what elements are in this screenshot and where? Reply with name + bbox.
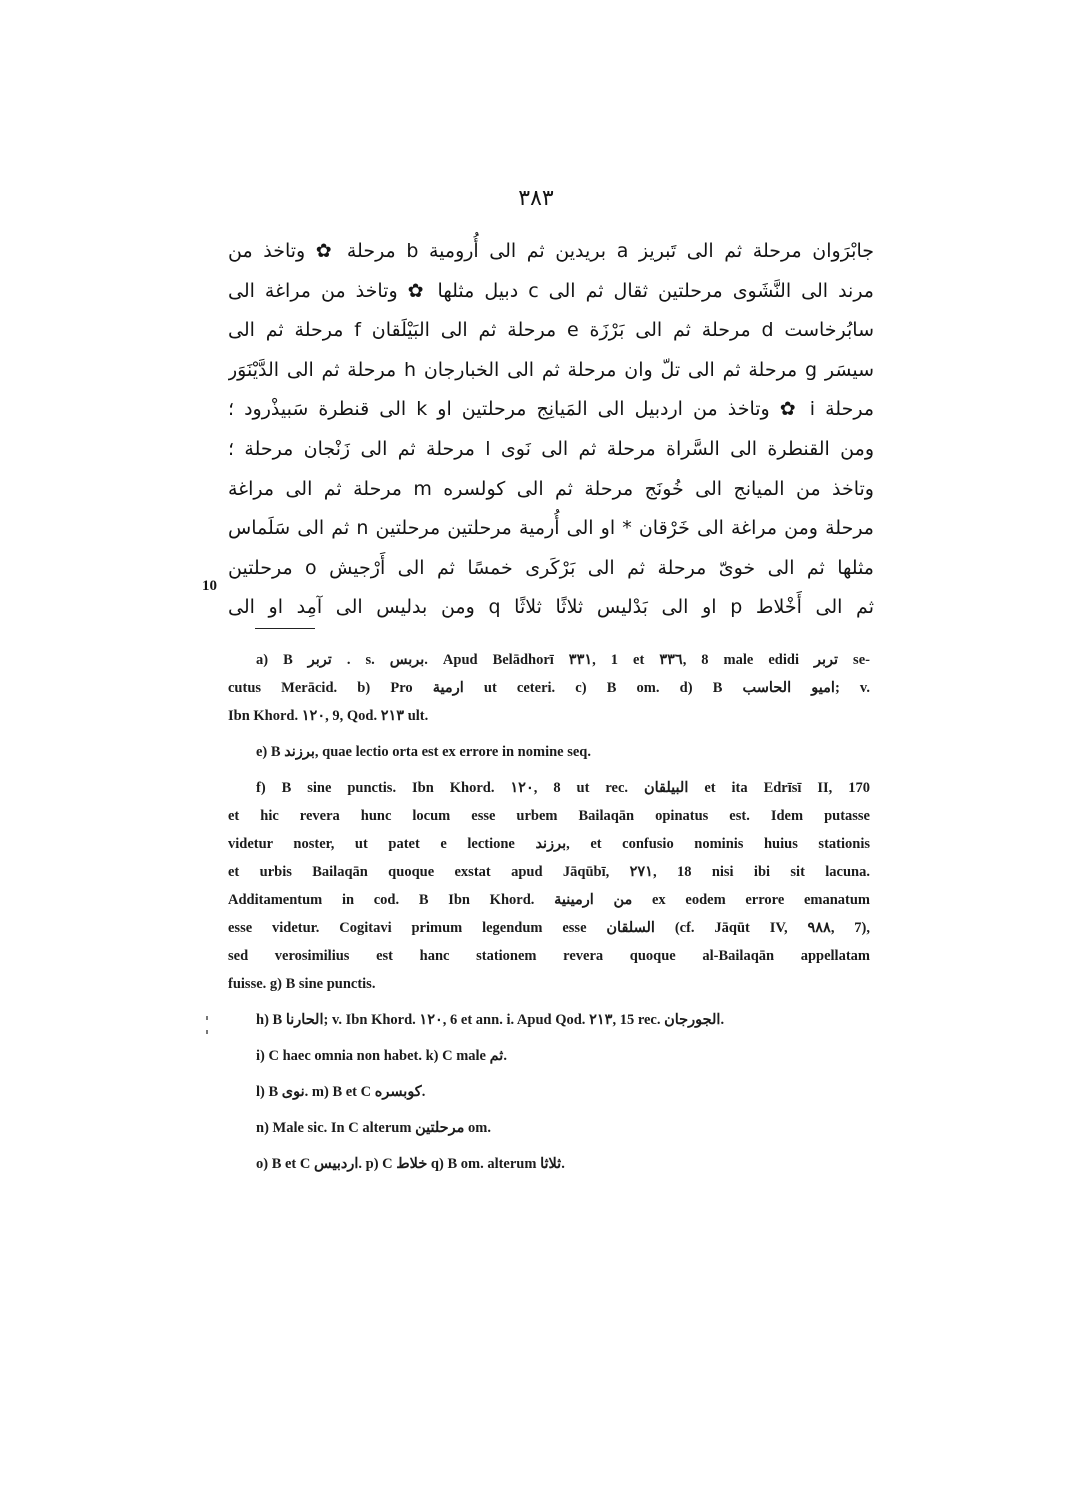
footnote-line: et hic revera hunc locum esse urbem Bailaqān opinatus est. Idem putasse [228,808,870,824]
footnote-line: et urbis Bailaqān quoque exstat apud Jāqūbī, ٢٧١, 18 nisi ibi sit lacuna. [228,864,870,880]
page-number: ٣٨٣ [518,186,554,211]
footnote-line: a) B تربر . s. بربس. Apud Belādhorī ٣٣١, 1 et ٣٣٦, 8 male edidi تربر se- [256,652,870,668]
arabic-text-line: سيسَر g مرحلة ثم الى تلّ وان مرحلة ثم الى الخبارجان h مرحلة ثم الى الدَّيْنَوَر [228,358,874,381]
arabic-text-line: مثلها ثم الى خوىّ مرحلة ثم الى بَرْكَرى خمسًا ثم الى أَرْجيش o مرحلتين [228,556,874,579]
footnote-line: fuisse. g) B sine punctis. [228,976,376,992]
footnote-line: e) B برزند, quae lectio orta est ex errore in nomine seq. [256,744,591,760]
footnote-separator [255,628,315,629]
arabic-text-line: وتاخذ من الميانج الى خُونَج مرحلة ثم الى كولسره m مرحلة ثم الى مراغة [228,477,874,500]
footnote-line: sed verosimilius est hanc stationem revera quoque al-Bailaqān appellatam [228,948,870,964]
footnotes [228,646,870,1178]
footnote-line: Ibn Khord. ١٢٠, 9, Qod. ٢١٣ ult. [228,708,429,724]
footnote-line: cutus Merācid. b) Pro ارمية ut ceteri. c) B om. d) B اميو الحاسب; v. [228,680,870,696]
footnote-line: l) B نوى. m) B et C كوبسره. [256,1084,426,1100]
footnote-line: Additamentum in cod. B Ibn Khord. من ارمينية ex eodem errore emanatum [228,892,870,908]
footnote-line: esse videtur. Cogitavi primum legendum esse السلقان (cf. Jāqūt IV, ٩٨٨, 7), [228,920,870,936]
footnote-line: h) B الحارنا; v. Ibn Khord. ١٢٠, 6 et ann. i. Apud Qod. ٢١٣, 15 rec. الجورجان. [256,1012,725,1028]
arabic-main-text [228,232,874,628]
footnote-line: n) Male sic. In C alterum مرحلتين om. [256,1120,491,1136]
margin-line-number: 10 [202,578,217,594]
arabic-text-line: مرحلة ومن مراغة الى خَرْقان * او الى أُرمية مرحلتين مرحلتين n ثم الى سَلَماس [228,517,874,540]
footnote-line: i) C haec omnia non habet. k) C male ثم. [256,1048,507,1064]
footnote-line: videtur noster, ut patet e lectione برزند, et confusio nominis huius stationis [228,836,870,852]
arabic-text-line: مرند الى النَّشَوى مرحلتين ثقال ثم الى c دبيل مثلها ✿ وتاخذ من مراغة الى [228,279,874,302]
arabic-text-line: ومن القنطرة الى السَّراة مرحلة ثم الى نَوى l مرحلة ثم الى زَنْجان مرحلة ؛ [228,437,874,460]
footnote-line: f) B sine punctis. Ibn Khord. ١٢٠, 8 ut rec. البيلقان et ita Edrīsī II, 170 [256,780,870,796]
footnote-line: o) B et C اردبيس. p) C خلاط q) B om. alterum ثلاثا. [256,1156,565,1172]
arabic-text-line: مرحلة i ✿ وتاخذ من اردبيل الى المَيانِج مرحلتين او k الى قنطرة سَبيذْرود ؛ [228,398,874,421]
margin-mark [206,1030,208,1034]
margin-mark [206,1016,208,1020]
arabic-text-line: ثم الى أَخْلاط p او الى بَدْليس ثلاثًا ثلاثًا q ومن بدليس الى آمِد او الى [228,596,874,619]
arabic-text-line: سابُرخاست d مرحلة ثم الى بَرْزَة e مرحلة ثم الى البَيْلَقان f مرحلة ثم الى [228,319,874,342]
arabic-text-line: جابْرَوان مرحلة ثم الى تَبريز a بريدين ثم الى أُرومية b مرحلة ✿ وتاخذ من [228,240,874,262]
